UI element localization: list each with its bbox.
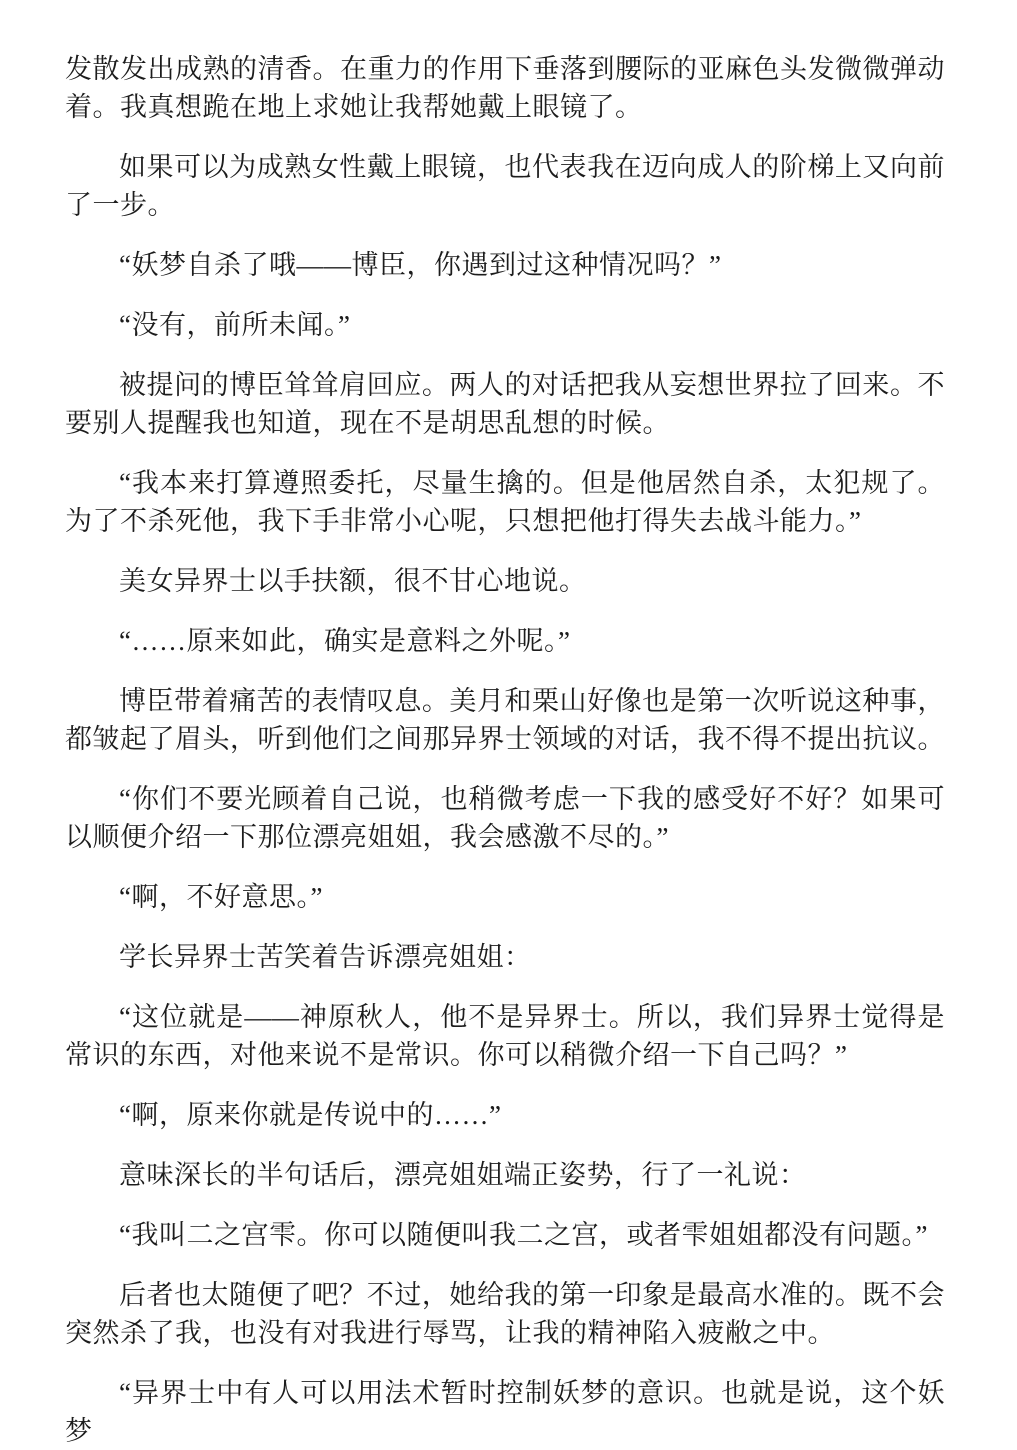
paragraph-dialogue: “妖梦自杀了哦——博臣，你遇到过这种情况吗？” <box>119 250 722 280</box>
paragraph-dialogue: “我叫二之宫雫。你可以随便叫我二之宫，或者雫姐姐都没有问题。” <box>119 1220 928 1250</box>
paragraph: 后者也太随便了吧？不过，她给我的第一印象是最高水准的。既不会突然杀了我，也没有对我进行辱骂，让我的精神陷入疲敝之中。 <box>65 1280 945 1348</box>
paragraph-dialogue: “异界士中有人可以用法术暂时控制妖梦的意识。也就是说，这个妖梦 <box>65 1378 945 1446</box>
paragraph: 美女异界士以手扶额，很不甘心地说。 <box>119 566 587 596</box>
paragraph-dialogue: “啊，不好意思。” <box>119 882 323 912</box>
paragraph-dialogue: “我本来打算遵照委托，尽量生擒的。但是他居然自杀，太犯规了。为了不杀死他，我下手非常小心呢，只想把他打得失去战斗能力。” <box>65 468 945 536</box>
paragraph-dialogue: “你们不要光顾着自己说，也稍微考虑一下我的感受好不好？如果可以顺便介绍一下那位漂亮姐姐，我会感激不尽的。” <box>65 784 945 852</box>
paragraph: 发散发出成熟的清香。在重力的作用下垂落到腰际的亚麻色头发微微弹动着。我真想跪在地上求她让我帮她戴上眼镜了。 <box>65 54 945 122</box>
paragraph-dialogue: “这位就是——神原秋人，他不是异界士。所以，我们异界士觉得是常识的东西，对他来说不是常识。你可以稍微介绍一下自己吗？” <box>65 1002 945 1070</box>
paragraph-dialogue: “没有，前所未闻。” <box>119 310 351 340</box>
paragraph-dialogue: “啊，原来你就是传说中的……” <box>119 1100 502 1130</box>
paragraph: 博臣带着痛苦的表情叹息。美月和栗山好像也是第一次听说这种事，都皱起了眉头，听到他们之间那异界士领域的对话，我不得不提出抗议。 <box>65 686 945 754</box>
paragraph: 如果可以为成熟女性戴上眼镜，也代表我在迈向成人的阶梯上又向前了一步。 <box>65 152 945 220</box>
paragraph-dialogue: “……原来如此，确实是意料之外呢。” <box>119 626 571 656</box>
paragraph: 意味深长的半句话后，漂亮姐姐端正姿势，行了一礼说： <box>119 1160 807 1190</box>
paragraph: 被提问的博臣耸耸肩回应。两人的对话把我从妄想世界拉了回来。不要别人提醒我也知道，现在不是胡思乱想的时候。 <box>65 370 945 438</box>
paragraph: 学长异界士苦笑着告诉漂亮姐姐： <box>119 942 532 972</box>
